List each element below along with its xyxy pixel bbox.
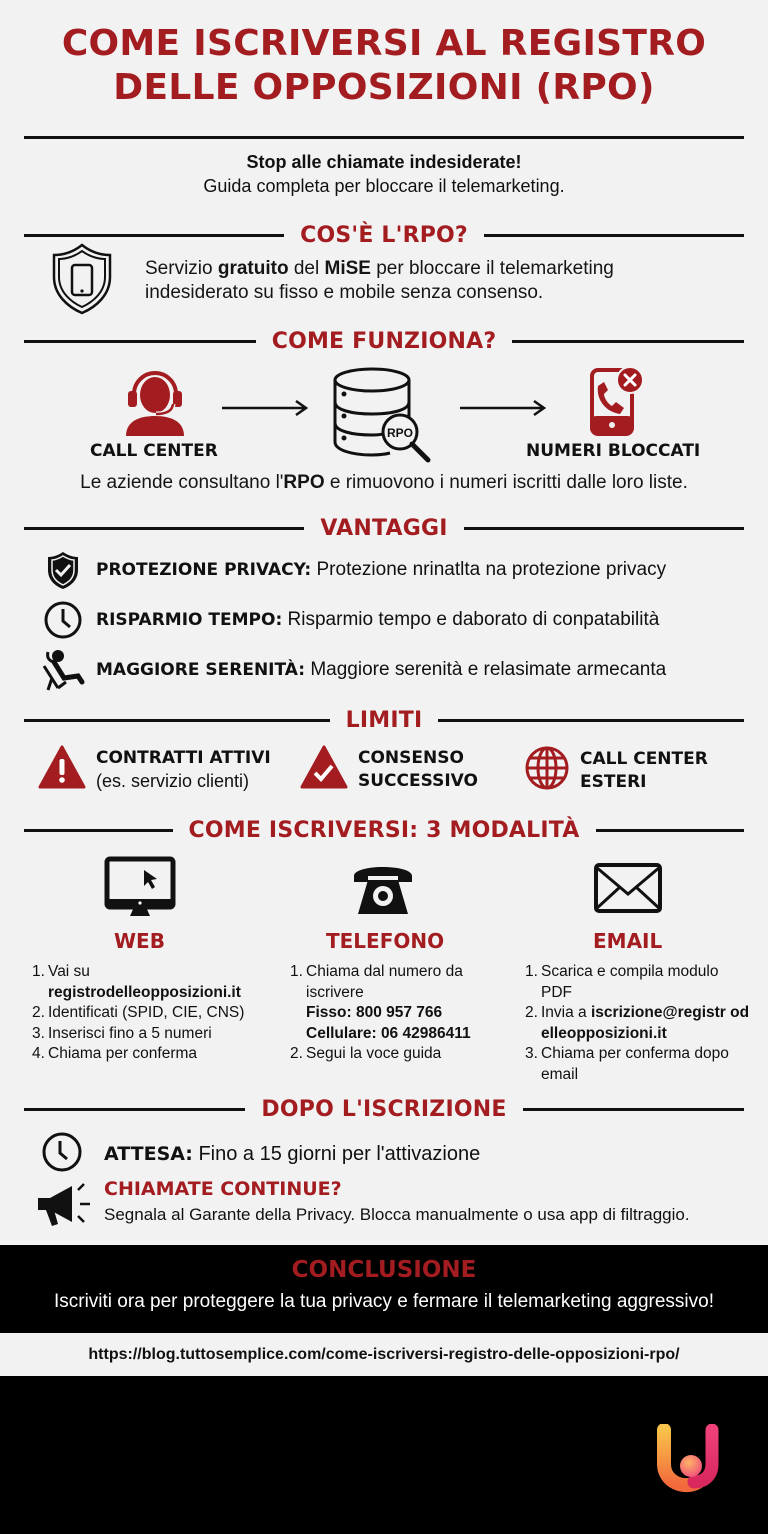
what-is-description: Servizio gratuito del MiSE per bloccare il telemarketing indesiderato su fisso e mobile senza consenso. — [145, 258, 614, 303]
page-title — [0, 22, 768, 110]
web-steps: 1. Vai su registrodelleopposizioni.it 2. Identificati (SPID, CIE, CNS) 3. Inserisci fino a 5 numeri 4. Chiama per conferma — [32, 963, 245, 1062]
svg-text:RPO: RPO — [386, 426, 414, 440]
section-header-benefits: VANTAGGI — [24, 513, 744, 543]
limit-item: CONSENSO SUCCESSIVO — [300, 745, 478, 794]
method-title: WEB — [114, 929, 165, 953]
section-header-how-it-works: COME FUNZIONA? — [24, 326, 744, 356]
arrow-right-icon — [458, 398, 548, 418]
relaxing-person-icon — [40, 650, 86, 690]
title-line-1: COME ISCRIVERSI AL REGISTRO — [61, 23, 707, 64]
benefit-item: RISPARMIO TEMPO: Risparmio tempo e daborato di conpatabilità — [40, 600, 659, 640]
step-label-blocked-numbers: NUMERI BLOCCATI — [526, 441, 701, 461]
rotary-phone-icon — [290, 850, 510, 926]
step-label-call-center: CALL CENTER — [90, 441, 218, 461]
conclusion-banner — [0, 1245, 768, 1333]
benefit-item: PROTEZIONE PRIVACY: Protezione nrinatlta na protezione privacy — [40, 550, 666, 590]
database-search-icon — [332, 366, 436, 466]
limit-item: CONTRATTI ATTIVI (es. servizio clienti) — [38, 745, 271, 794]
title-line-2: DELLE OPPOSIZIONI (RPO) — [113, 67, 655, 108]
globe-icon — [524, 745, 570, 796]
megaphone-icon — [34, 1180, 92, 1235]
arrow-right-icon — [220, 398, 310, 418]
signup-method-web — [32, 850, 272, 1065]
how-it-works-caption: Le aziende consultano l'RPO e rimuovono i numeri iscritti dalle loro liste. — [80, 472, 688, 493]
conclusion-heading: CONCLUSIONE — [291, 1257, 477, 1283]
envelope-icon — [525, 850, 750, 926]
conclusion-text: Iscriviti ora per proteggere la tua privacy e fermare il telemarketing aggressivo! — [53, 1291, 714, 1312]
continuing-calls-title: CHIAMATE CONTINUE? — [104, 1178, 342, 1200]
clock-icon — [40, 1131, 84, 1178]
phone-steps: 1. Chiama dal numero da iscrivere Fisso: 800 957 766 Cellulare: 06 42986411 2. Segui la voce guida — [290, 963, 471, 1062]
continuing-calls-text: Segnala al Garante della Privacy. Blocca manualmente o usa app di filtraggio. — [104, 1205, 690, 1224]
subtitle-bold: Stop alle chiamate indesiderate! — [246, 152, 522, 172]
tuttosemplice-logo — [654, 1424, 724, 1494]
method-title: EMAIL — [593, 929, 663, 953]
limit-item: CALL CENTER ESTERI — [524, 745, 708, 796]
phone-blocked-icon — [588, 364, 644, 436]
clock-icon — [40, 600, 86, 640]
benefit-item: MAGGIORE SERENITÀ: Maggiore serenità e relasimate armecanta — [40, 650, 666, 690]
signup-method-phone — [290, 850, 510, 1065]
method-title: TELEFONO — [326, 929, 445, 953]
section-header-what-is: COS'È L'RPO? — [24, 220, 744, 250]
section-header-after: DOPO L'ISCRIZIONE — [24, 1094, 744, 1124]
warning-icon — [38, 745, 86, 794]
title-divider — [24, 136, 744, 139]
subtitle: Guida completa per bloccare il telemarketing. — [203, 176, 565, 196]
wait-row: ATTESA: Fino a 15 giorni per l'attivazione — [40, 1131, 480, 1178]
signup-method-email — [525, 850, 750, 1085]
source-url[interactable]: https://blog.tuttosemplice.com/come-iscriversi-registro-delle-opposizioni-rpo/ — [0, 1333, 768, 1376]
headset-operator-icon — [120, 364, 190, 436]
monitor-cursor-icon — [32, 850, 272, 926]
shield-phone-icon — [50, 243, 114, 315]
section-header-signup: COME ISCRIVERSI: 3 MODALITÀ — [24, 815, 744, 845]
shield-check-icon — [40, 550, 86, 590]
triangle-check-icon — [300, 745, 348, 794]
section-header-limits: LIMITI — [24, 705, 744, 735]
email-steps: 1. Scarica e compila modulo PDF 2. Invia a iscrizione@registr odelleopposizioni.it 3. Chiama per conferma dopo email — [525, 963, 750, 1083]
